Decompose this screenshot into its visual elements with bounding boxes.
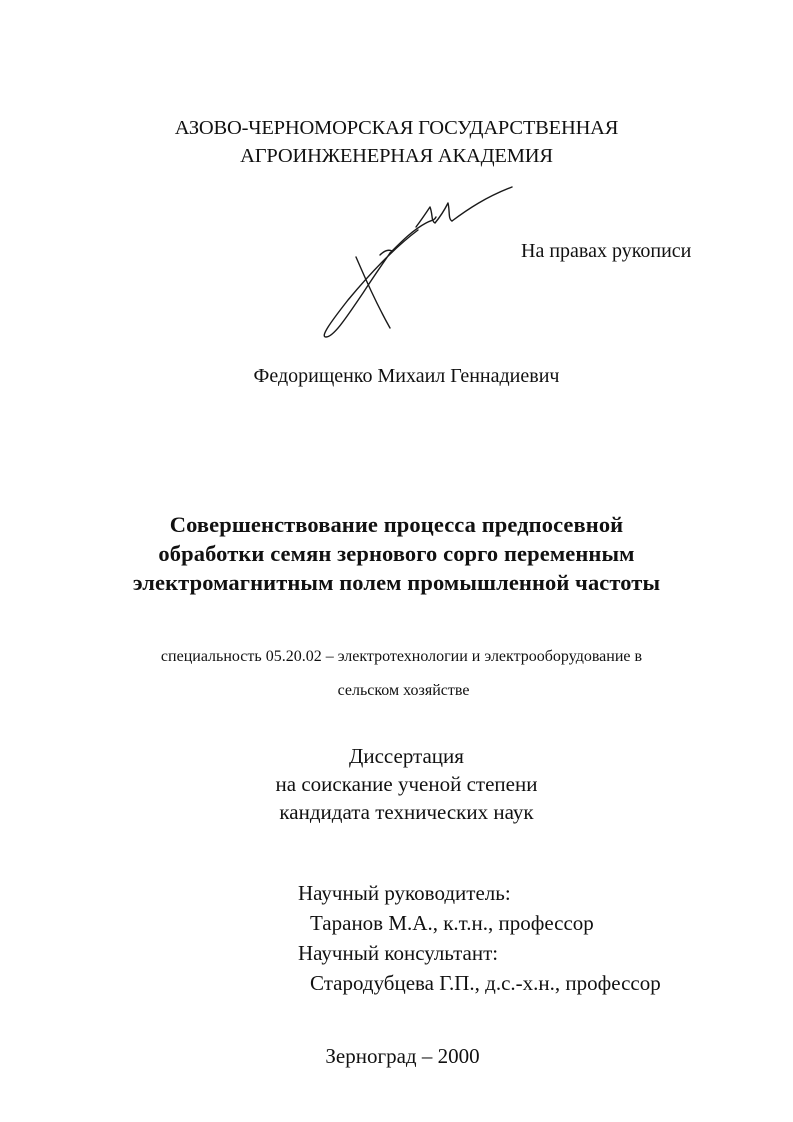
degree-line-2: на соискание ученой степени <box>275 772 538 796</box>
title-line-1: Совершенствование процесса предпосевной <box>169 512 624 537</box>
title-line-3: электромагнитным полем промышленной частоты <box>132 570 661 595</box>
title-line-2: обработки семян зернового сорго переменным <box>158 541 635 566</box>
institution-line-1: АЗОВО-ЧЕРНОМОРСКАЯ ГОСУДАРСТВЕННАЯ <box>174 117 619 139</box>
degree-statement <box>10 742 793 826</box>
specialty-line-1: специальность 05.20.02 – электротехнологии и электрооборудование в <box>160 648 643 665</box>
handwritten-signature <box>318 185 518 350</box>
consultant-name: Стародубцева Г.П., д.с.-х.н., профессор <box>310 971 661 995</box>
consultant-label: Научный консультант: <box>298 941 499 965</box>
advisors-block <box>298 878 661 998</box>
institution-name <box>0 114 793 170</box>
dissertation-title <box>0 510 793 597</box>
degree-line-3: кандидата технических наук <box>279 800 534 824</box>
institution-line-2: АГРОИНЖЕНЕРНАЯ АКАДЕМИЯ <box>240 145 553 167</box>
supervisor-label: Научный руководитель: <box>298 881 511 905</box>
author-name: Федорищенко Михаил Геннадиевич <box>253 365 560 387</box>
specialty-line-2: сельском хозяйстве <box>337 682 470 699</box>
city-year: Зерноград – 2000 <box>325 1044 480 1068</box>
degree-line-1: Диссертация <box>349 744 464 768</box>
manuscript-note: На правах рукописи <box>521 240 692 262</box>
supervisor-name: Таранов М.А., к.т.н., профессор <box>310 911 594 935</box>
